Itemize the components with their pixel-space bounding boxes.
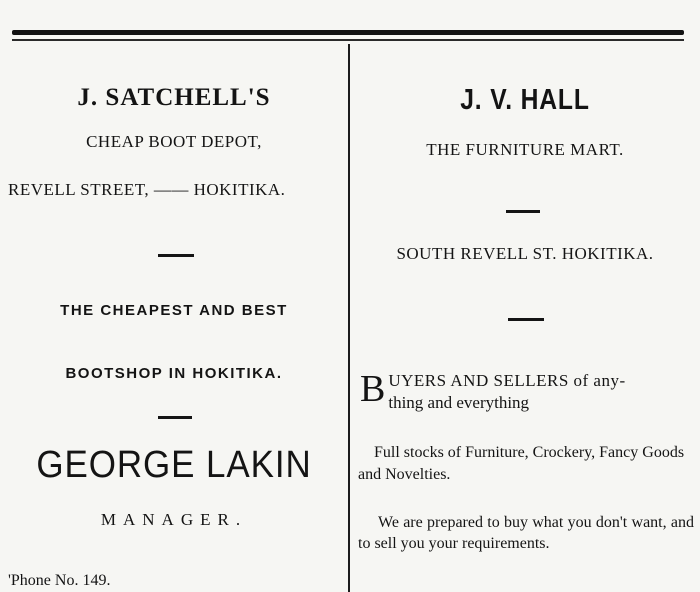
hall-advertisement [350,44,700,592]
buyers-line-1: UYERS AND SELLERS of any- [388,371,626,390]
advertiser-name: J. SATCHELL'S [77,84,271,111]
phone-number: 'Phone No. 149. [8,572,111,589]
drop-cap: B [360,368,386,410]
separator-dash [508,318,544,321]
prepared-paragraph: We are prepared to buy what you don't want, and to sell you your requirements. [358,514,694,552]
separator-dash [506,210,540,213]
business-address: SOUTH REVELL ST. HOKITIKA. [396,244,654,263]
slogan-line-1: THE CHEAPEST AND BEST [60,302,288,319]
slogan-line-2: BOOTSHOP IN HOKITIKA. [65,365,283,382]
top-rule-thick [12,30,684,35]
top-rule-thin [12,39,684,41]
business-address: REVELL STREET, —— HOKITIKA. [8,180,286,199]
buyers-line-2: thing and everything [388,393,530,412]
separator-dash [158,416,192,419]
satchell-advertisement [0,44,348,592]
separator-dash [158,254,194,257]
advertiser-name: J. V. HALL [460,84,590,116]
business-name: CHEAP BOOT DEPOT, [86,132,262,151]
manager-title: MANAGER. [100,510,248,529]
buyers-sellers-paragraph [362,370,692,414]
stocks-paragraph: Full stocks of Furniture, Crockery, Fancy Goods and Novelties. [358,444,685,483]
manager-name: GEORGE LAKIN [36,444,312,486]
business-name: THE FURNITURE MART. [426,140,624,159]
